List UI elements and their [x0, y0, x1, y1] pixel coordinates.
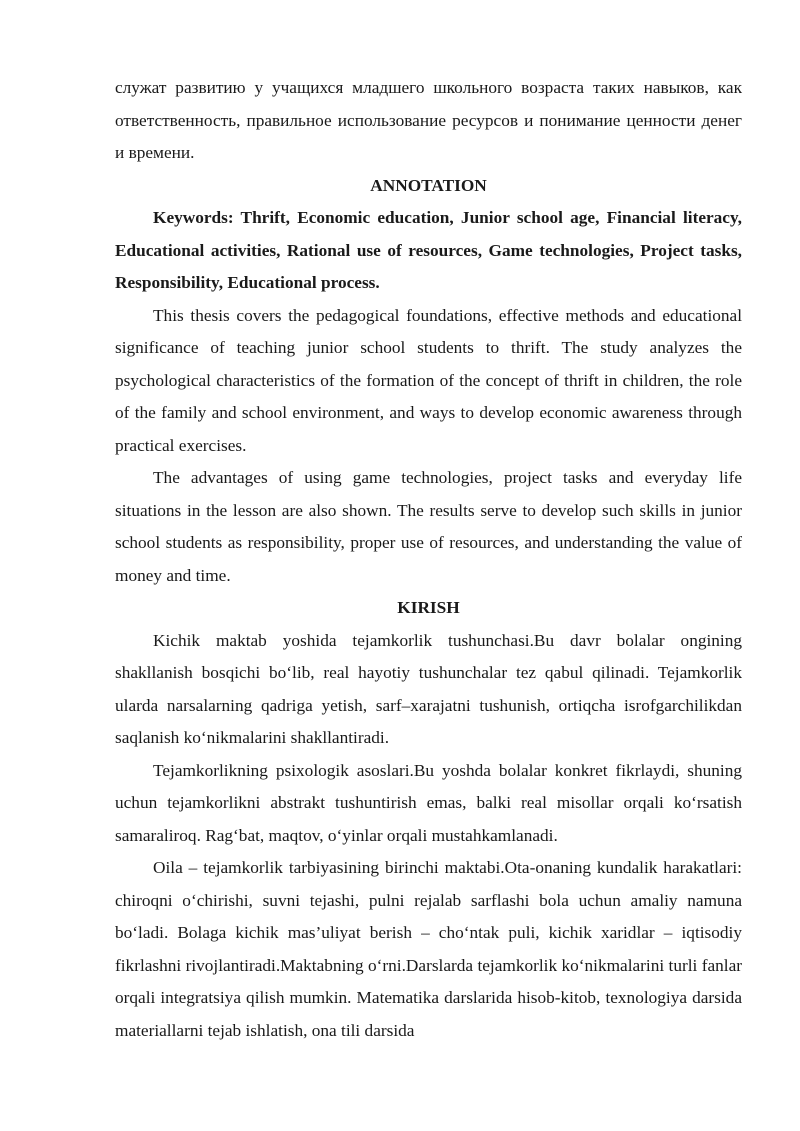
- kirish-paragraph-2: Tejamkorlikning psixologik asoslari.Bu yoshda bolalar konkret fikrlaydi, shuning uchun tejamkorlikni abstrakt tushuntirish emas, balki real misollar orqali ko‘rsatish samaraliroq. Rag‘bat, maqtov, o‘yinlar orqali mustahkamlanadi.: [115, 760, 742, 845]
- kirish-heading: KIRISH: [397, 598, 460, 617]
- kirish-paragraph-3: Oila – tejamkorlik tarbiyasining birinchi maktabi.Ota-onaning kundalik harakatlari: chiroqni o‘chirishi, suvni tejashi, pulni rejalab sarflashi bola uchun amaliy namuna bo‘ladi. Bolaga kichik mas’uliyat berish – cho‘ntak puli, kichik xaridlar – iqtisodiy fikrlashni rivojlantiradi.Maktabning o‘rni.Darslarda tejamkorlik ko‘nikmalarini turli fanlar orqali integratsiya qilish mumkin. Matematika darslarida hisob-kitob, texnologiya darsida materiallarni tejab ishlatish, ona tili darsida: [115, 858, 742, 1040]
- russian-paragraph-tail: служат развитию у учащихся младшего школьного возраста таких навыков, как ответственность, правильное использование ресурсов и понимание ценности денег и времени.: [115, 78, 742, 162]
- keywords-paragraph: Keywords: Thrift, Economic education, Junior school age, Financial literacy, Educational activities, Rational use of resources, Game technologies, Project tasks, Responsibility, Educational process.: [115, 208, 742, 292]
- annotation-paragraph-2: The advantages of using game technologies, project tasks and everyday life situations in the lesson are also shown. The results serve to develop such skills in junior school students as responsibility, proper use of resources, and understanding the value of money and time.: [115, 468, 742, 585]
- kirish-paragraph-1: Kichik maktab yoshida tejamkorlik tushunchasi.Bu davr bolalar ongining shakllanish bosqichi bo‘lib, real hayotiy tushunchalar tez qabul qilinadi. Tejamkorlik ularda narsalarning qadriga yetish, sarf–xarajatni tushunish, ortiqcha isrofgarchilikdan saqlanish ko‘nikmalarini shakllantiradi.: [115, 630, 742, 747]
- annotation-heading: ANNOTATION: [370, 175, 487, 195]
- annotation-paragraph-1: This thesis covers the pedagogical foundations, effective methods and educational significance of teaching junior school students to thrift. The study analyzes the psychological characteristics of the formation of the concept of thrift in children, the role of the family and school environment, and ways to develop economic awareness through practical exercises.: [115, 305, 742, 455]
- document-page: [115, 72, 742, 1047]
